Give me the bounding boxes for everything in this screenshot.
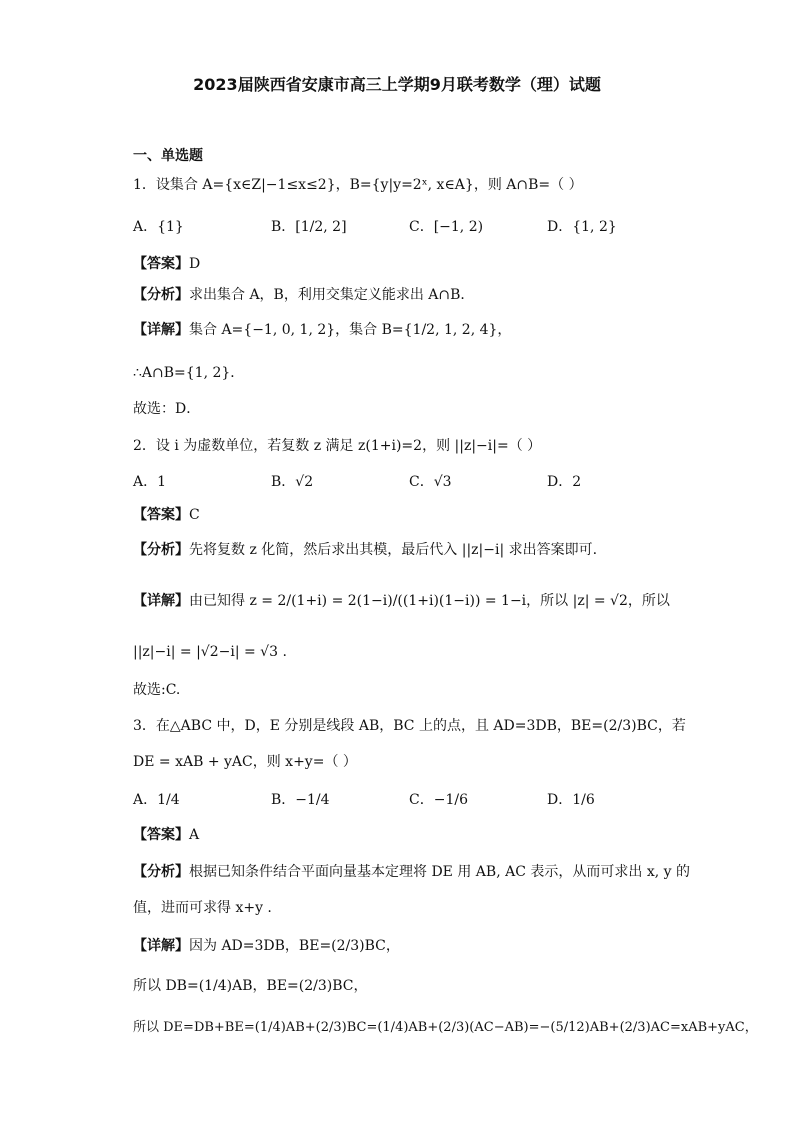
q1-detail-line — [133, 320, 754, 340]
q3-stem-line1: 3．在△ABC 中，D，E 分别是线段 AB，BC 上的点，且 AD=3DB，BE=(2/3)BC，若 — [133, 718, 686, 734]
q2-conclusion: ||z|−i| = |√2−i| = √3 . — [133, 644, 287, 660]
detail-tag: 【详解】 — [133, 593, 189, 609]
q1-conclusion: ∴A∩B={1, 2}． — [133, 365, 245, 381]
q1-answer: D — [189, 256, 201, 272]
answer-tag: 【答案】 — [133, 507, 189, 523]
q3-option-c: C．−1/6 — [409, 792, 468, 808]
q2-option-c: C．√3 — [409, 474, 452, 490]
q1-option-d: D．{1, 2} — [547, 219, 617, 235]
q2-answer-line — [133, 505, 754, 525]
q3-detail-line2: 所以 DB=(1/4)AB，BE=(2/3)BC， — [133, 978, 368, 994]
q2-analysis-line — [133, 540, 754, 560]
q1-options — [133, 217, 754, 237]
answer-tag: 【答案】 — [133, 827, 189, 843]
q2-detail-line — [133, 591, 754, 611]
page-title: 2023届陕西省安康市高三上学期9月联考数学（理）试题 — [193, 75, 601, 94]
analysis-tag: 【分析】 — [133, 864, 189, 880]
q1-choice: 故选：D． — [133, 401, 201, 417]
q2-option-a: A．1 — [133, 474, 167, 490]
analysis-tag: 【分析】 — [133, 287, 189, 303]
q2-choice: 故选:C. — [133, 682, 181, 698]
q2-analysis: 先将复数 z 化简，然后求出其模，最后代入 ||z|−i| 求出答案即可. — [189, 542, 598, 558]
detail-tag: 【详解】 — [133, 938, 189, 954]
q3-options — [133, 790, 754, 810]
q2-option-d: D．2 — [547, 474, 582, 490]
q1-stem: 1．设集合 A={x∈Z|−1≤x≤2}，B={y|y=2ˣ, x∈A}，则 A∩B=（ ） — [133, 177, 583, 193]
q3-answer-line — [133, 825, 754, 845]
q3-analysis-line1 — [133, 862, 754, 882]
q2-stem: 2．设 i 为虚数单位，若复数 z 满足 z(1+i)=2，则 ||z|−i|=（ ） — [133, 438, 542, 454]
q3-analysis1: 根据已知条件结合平面向量基本定理将 DE 用 AB, AC 表示，从而可求出 x, y 的 — [189, 864, 690, 880]
q3-option-a: A．1/4 — [133, 792, 180, 808]
detail-tag: 【详解】 — [133, 322, 189, 338]
q3-stem-line2: DE = xAB + yAC，则 x+y=（ ） — [133, 754, 357, 770]
q2-detail: 由已知得 z = 2/(1+i) = 2(1−i)/((1+i)(1−i)) = 1−i，所以 |z| = √2，所以 — [189, 593, 670, 609]
q2-option-b: B．√2 — [271, 474, 314, 490]
q3-answer: A — [189, 827, 200, 843]
section-heading: 一、单选题 — [133, 148, 203, 164]
q1-option-a: A．{1} — [133, 219, 184, 235]
q1-analysis-line — [133, 285, 754, 305]
q3-detail1: 因为 AD=3DB，BE=(2/3)BC， — [189, 938, 400, 954]
q1-analysis: 求出集合 A，B，利用交集定义能求出 A∩B． — [189, 287, 475, 303]
q3-option-d: D．1/6 — [547, 792, 595, 808]
q2-answer: C — [189, 507, 200, 523]
answer-tag: 【答案】 — [133, 256, 189, 272]
q3-option-b: B．−1/4 — [271, 792, 330, 808]
q3-detail-line1 — [133, 936, 754, 956]
q1-option-b: B．[1/2, 2] — [271, 219, 347, 235]
q3-analysis-line2: 值，进而可求得 x+y . — [133, 900, 272, 916]
q1-option-c: C．[−1, 2) — [409, 219, 484, 235]
q1-answer-line — [133, 254, 754, 274]
analysis-tag: 【分析】 — [133, 542, 189, 558]
q1-detail: 集合 A={−1, 0, 1, 2}，集合 B={1/2, 1, 2, 4}， — [189, 322, 512, 338]
q2-options — [133, 472, 754, 492]
q3-detail-line3: 所以 DE=DB+BE=(1/4)AB+(2/3)BC=(1/4)AB+(2/3)(AC−AB)=−(5/12)AB+(2/3)AC=xAB+yAC， — [133, 1020, 758, 1035]
